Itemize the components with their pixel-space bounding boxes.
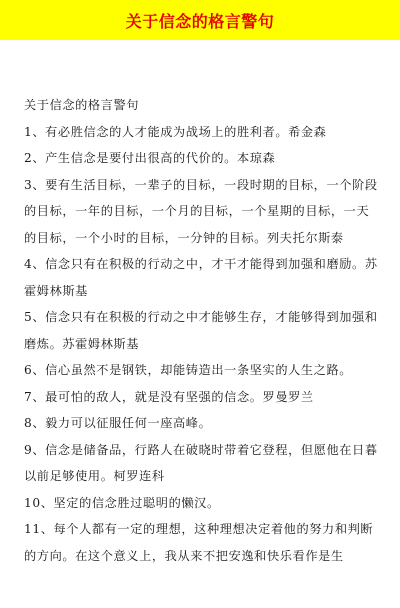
quote-item: 9、信念是储备品，行路人在破晓时带着它登程，但愿他在日暮以前足够使用。柯罗连科 [24, 442, 378, 483]
page-title: 关于信念的格言警句 [125, 11, 275, 31]
quote-item: 4、信念只有在积极的行动之中，才干才能得到加强和磨励。苏霍姆林斯基 [24, 257, 378, 298]
quote-item: 7、最可怕的敌人，就是没有坚强的信念。罗曼罗兰 [24, 389, 314, 404]
quote-item: 10、坚定的信念胜过聪明的懒汉。 [24, 495, 220, 510]
quote-item: 8、毅力可以征服任何一座高峰。 [24, 416, 212, 430]
quote-item: 2、产生信念是要付出很高的代价的。本琼森 [24, 151, 276, 165]
quote-item: 5、信念只有在积极的行动之中才能够生存，才能够得到加强和磨炼。苏霍姆林斯基 [24, 310, 378, 351]
quote-item: 6、信心虽然不是钢铁，却能铸造出一条坚实的人生之路。 [24, 363, 353, 377]
article-body [24, 92, 380, 569]
article-heading: 关于信念的格言警句 [24, 98, 140, 112]
quote-item: 3、要有生活目标，一辈子的目标，一段时期的目标，一个阶段的目标，一年的目标，一个月的目标，一个星期的目标，一天的目标，一个小时的目标，一分钟的目标。列夫托尔斯泰 [24, 177, 378, 245]
quote-item: 11、每个人都有一定的理想，这种理想决定着他的努力和判断的方向。在这个意义上，我从来不把安逸和快乐看作是生 [24, 522, 374, 563]
title-banner [0, 0, 400, 40]
quote-item: 1、有必胜信念的人才能成为战场上的胜利者。希金森 [24, 124, 327, 139]
